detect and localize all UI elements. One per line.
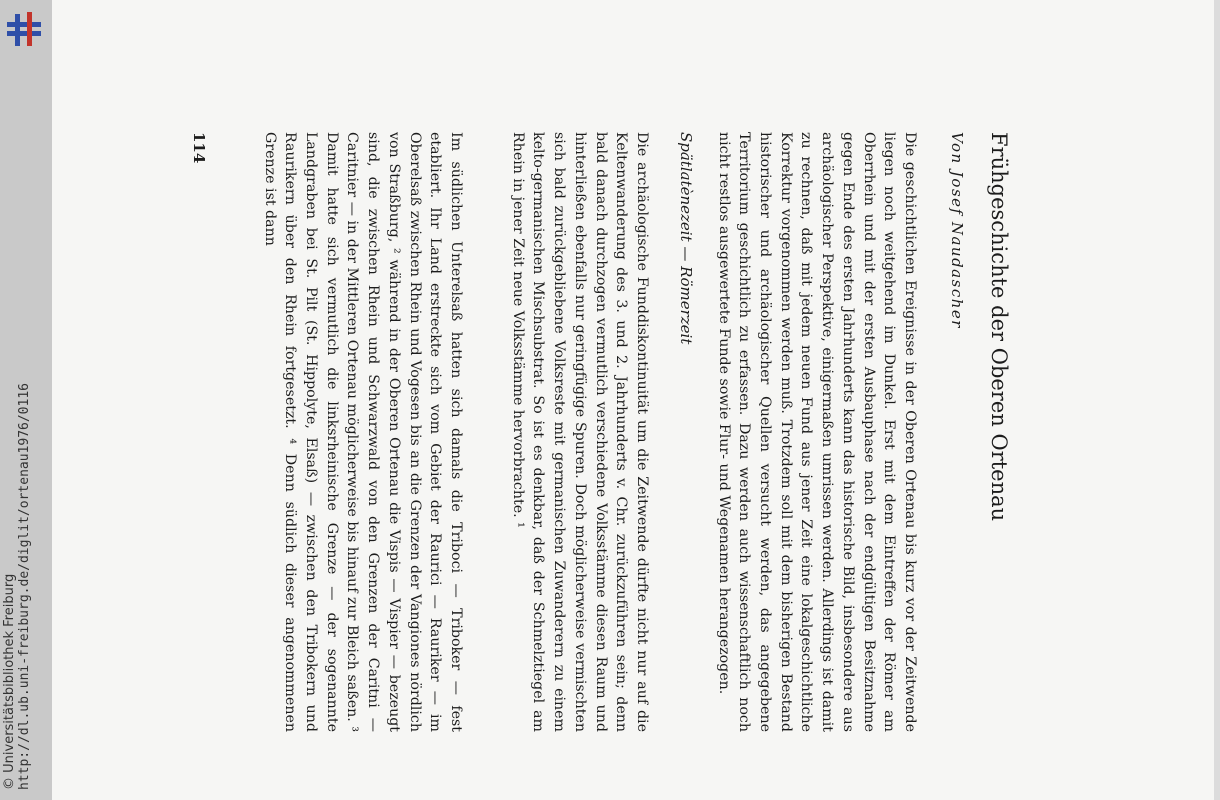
source-url[interactable]: http://dl.ub.uni-freiburg.de/diglit/ortenau1976/0116 — [17, 383, 32, 790]
page-number: 114 — [190, 132, 208, 164]
paragraph-triboci: Im südlichen Unterelsaß hatten sich damals die Triboci — Triboker — fest etabliert. Ihr Land erstreckte sich vom Gebiet der Raurici — Rauriker — im Oberelsaß zwischen Rhein und Vogesen bis an die Grenzen der Vangiones nördlich von Straßburg, ² während in der Oberen Ortenau die Vispis — Vispier — bezeugt sind, die zwischen Rhein und Schwarzwald von den Grenzen der Caritni — Caritnier — in der Mittleren Ortenau möglicherweise bis hinauf zur Bleich saßen. ³ Damit hatte sich vermutlich die linksrheinische Grenze — der sogenannte Landgraben bei St. Pilt (St. Hippolyte, Elsaß) — zwischen den Tribokern und Raurikern über den Rhein fortgesetzt. ⁴ Denn südlich dieser angenommenen Grenze ist dann — [261, 132, 464, 732]
viewer-sidebar — [0, 0, 52, 800]
section-heading: Spätlatènezeit — Römerzeit — [677, 132, 695, 345]
article-title: Frühgeschichte der Oberen Ortenau — [987, 132, 1011, 522]
copyright-notice: © Universitätsbibliothek Freiburg — [2, 573, 17, 790]
article-author: Von Josef Naudascher — [948, 132, 966, 329]
rotated-page-content — [120, 0, 1020, 760]
paragraph-intro: Die geschichtlichen Ereignisse in der Oberen Ortenau bis kurz vor der Zeitwende liegen noch weitgehend im Dunkel. Erst mit dem Eintreffen der Römer am Oberrhein und mit der ersten Ausbauphase nach der endgültigen Besitznahme gegen Ende des ersten Jahrhunderts kann das historische Bild, insbesondere aus archäologischer Perspektive, einigermaßen umrissen werden. Allerdings ist damit zu rechnen, daß mit jedem neuen Fund aus jener Zeit eine lokalgeschichtliche Korrektur vorgenommen werden muß. Trotzdem soll mit dem bisherigen Bestand historischer und archäologischer Quellen versucht werden, das angegebene Territorium geschichtlich zu erfassen. Dazu werden auch wissenschaftlich noch nicht restlos ausgewertete Funde sowie Flur- und Wegenamen herangezogen. — [715, 132, 918, 732]
paragraph-discontinuity: Die archäologische Funddiskontinuität um die Zeitwende dürfte nicht nur auf die Keltenwanderung des 3. und 2. Jahrhunderts v. Chr. zurückzuführen sein; denn bald danach durchzogen vermutlich verschiedene Volksstämme diesen Raum und hinterließen ebenfalls nur geringfügige Spuren. Doch möglicherweise vermischten sich bald zurückgebliebene Volksreste mit germanischen Zuwanderern zu einem kelto-germanischen Mischsubstrat. So ist es denkbar, daß der Schmelztiegel am Rhein in jener Zeit neue Volksstämme hervorbrachte. ¹ — [509, 132, 650, 732]
page-edge — [1214, 0, 1220, 800]
